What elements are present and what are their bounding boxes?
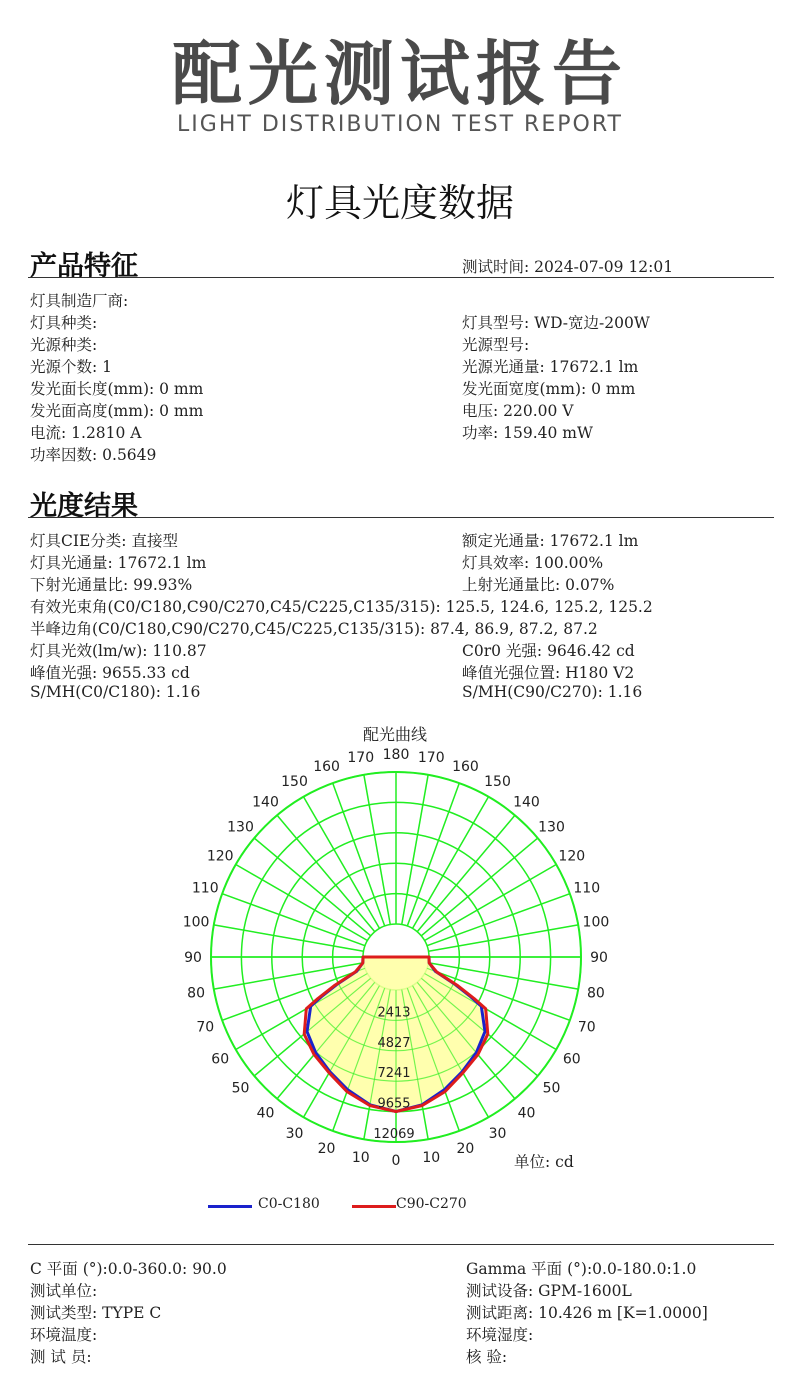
product-left-item: 光源种类: [30,336,98,354]
result-left-item: 峰值光强: 9655.33 cd [30,664,190,682]
result-right-item: 额定光通量: 17672.1 lm [462,532,639,550]
product-left-item: 发光面长度(mm): 0 mm [30,380,204,398]
product-left-item: 发光面高度(mm): 0 mm [30,402,204,420]
angle-tick-label: 40 [256,1105,275,1122]
report-title: 配光测试报告 [172,33,628,115]
result-left-item: 下射光通量比: 99.93% [30,576,193,594]
radial-tick-label: 4827 [377,1035,411,1051]
product-right-item: 光源光通量: 17672.1 lm [462,358,639,376]
angle-tick-label: 50 [231,1080,250,1097]
page-heading: 灯具光度数据 [285,181,514,225]
angle-tick-label: 110 [191,880,219,897]
footer-right-item: Gamma 平面 (°):0.0-180.0:1.0 [466,1260,697,1278]
footer-left-item: 测 试 员: [30,1348,92,1366]
result-right-item: C0r0 光强: 9646.42 cd [462,642,635,660]
angle-tick-label: 20 [456,1140,475,1157]
angle-tick-label: 60 [562,1051,581,1068]
result-right-item: 峰值光强位置: H180 V2 [462,664,635,682]
grid-spoke-overlay [407,783,459,926]
angle-tick-label: 70 [577,1019,596,1036]
angle-tick-label: 30 [488,1125,507,1142]
angle-tick-label: 80 [187,985,205,1002]
polar-chart [0,740,800,1220]
angle-tick-label: 50 [542,1080,561,1097]
grid-spoke-overlay [222,894,365,946]
grid-spoke-overlay [402,775,428,925]
result-left-item: 灯具CIE分类: 直接型 [30,532,178,550]
angle-tick-label: 160 [452,759,479,776]
angle-tick-label: 70 [196,1019,215,1036]
footer-right-item: 环境湿度: [466,1326,534,1344]
legend-label-c0: C0-C180 [258,1196,320,1212]
footer-left-item: 环境温度: [30,1326,98,1344]
angle-tick-label: 80 [587,985,605,1002]
product-right-item: 电压: 220.00 V [462,402,574,420]
product-left-item: 灯具制造厂商: [30,292,129,310]
results-section-title: 光度结果 [30,491,138,522]
result-right-item: 灯具效率: 100.00% [462,554,604,572]
angle-tick-label: 60 [211,1051,230,1068]
grid-spoke-overlay [277,815,375,931]
radial-tick-label: 12069 [373,1127,415,1142]
grid-spoke-overlay [364,775,390,925]
report-subtitle: LIGHT DISTRIBUTION TEST REPORT [177,112,623,137]
beam-angle-row: 有效光束角(C0/C180,C90/C270,C45/C225,C135/315): 125.5, 124.6, 125.2, 125.2 [30,598,653,616]
angle-tick-label: 0 [391,1153,401,1169]
result-left-item: S/MH(C0/C180): 1.16 [30,683,201,701]
radial-tick-label: 2413 [377,1005,411,1021]
product-left-item: 灯具种类: [30,314,98,332]
angle-tick-label: 150 [281,774,308,791]
legend-label-c90: C90-C270 [396,1196,467,1212]
footer-right-item: 测试设备: GPM-1600L [466,1282,632,1300]
radial-tick-label: 7241 [377,1066,411,1082]
footer-left-item: C 平面 (°):0.0-360.0: 90.0 [30,1260,227,1278]
product-right-item: 光源型号: [462,336,530,354]
footer-divider [28,1244,774,1245]
result-left-item: 灯具光效(lm/w): 110.87 [30,642,207,660]
angle-tick-label: 140 [252,794,279,811]
angle-tick-label: 40 [517,1105,536,1122]
legend-swatch-c0 [208,1205,252,1208]
angle-tick-label: 100 [582,914,610,931]
grid-spoke-overlay [421,838,537,936]
angle-tick-label: 10 [351,1149,370,1166]
footer-right-item: 测试距离: 10.426 m [K=1.0000] [466,1304,708,1322]
angle-tick-label: 130 [227,819,254,836]
angle-tick-label: 110 [573,880,601,897]
grid-spoke-overlay [254,838,370,936]
product-right-item: 功率: 159.40 mW [462,424,593,442]
grid-spoke-overlay [417,815,515,931]
result-right-item: S/MH(C90/C270): 1.16 [462,683,643,701]
angle-tick-label: 130 [538,819,565,836]
grid-spoke-overlay [427,894,570,946]
radial-tick-label: 9655 [377,1096,411,1112]
angle-tick-label: 170 [347,750,375,767]
angle-tick-label: 120 [206,848,234,865]
product-left-item: 功率因数: 0.5649 [30,446,157,464]
product-left-item: 电流: 1.2810 A [30,424,142,442]
angle-tick-label: 30 [285,1125,304,1142]
section-divider [28,517,774,518]
angle-tick-label: 140 [513,794,540,811]
angle-tick-label: 160 [313,759,340,776]
angle-tick-label: 180 [382,747,410,763]
product-section-title: 产品特征 [30,251,138,282]
result-left-item: 灯具光通量: 17672.1 lm [30,554,207,572]
product-right-item: 灯具型号: WD-宽边-200W [462,314,650,332]
angle-tick-label: 100 [182,914,210,931]
angle-tick-label: 20 [317,1140,336,1157]
angle-tick-label: 10 [422,1149,441,1166]
angle-tick-label: 90 [184,950,202,966]
chart-title: 配光曲线 [362,725,427,744]
section-divider [28,277,774,278]
footer-left-item: 测试单位: [30,1282,98,1300]
footer-right-item: 核 验: [466,1348,508,1366]
legend-swatch-c90 [352,1205,396,1208]
angle-tick-label: 90 [590,950,608,966]
grid-spoke-overlay [428,925,578,951]
footer-left-item: 测试类型: TYPE C [30,1304,162,1322]
half-peak-row: 半峰边角(C0/C180,C90/C270,C45/C225,C135/315): 87.4, 86.9, 87.2, 87.2 [30,620,598,638]
grid-spoke-overlay [333,783,385,926]
result-right-item: 上射光通量比: 0.07% [462,576,615,594]
angle-tick-label: 120 [558,848,586,865]
test-time: 测试时间: 2024-07-09 12:01 [462,258,674,276]
product-right-item: 发光面宽度(mm): 0 mm [462,380,636,398]
grid-spoke-overlay [214,925,364,951]
product-left-item: 光源个数: 1 [30,358,113,376]
unit-label: 单位: cd [514,1153,574,1171]
angle-tick-label: 170 [417,750,445,767]
angle-tick-label: 150 [484,774,511,791]
